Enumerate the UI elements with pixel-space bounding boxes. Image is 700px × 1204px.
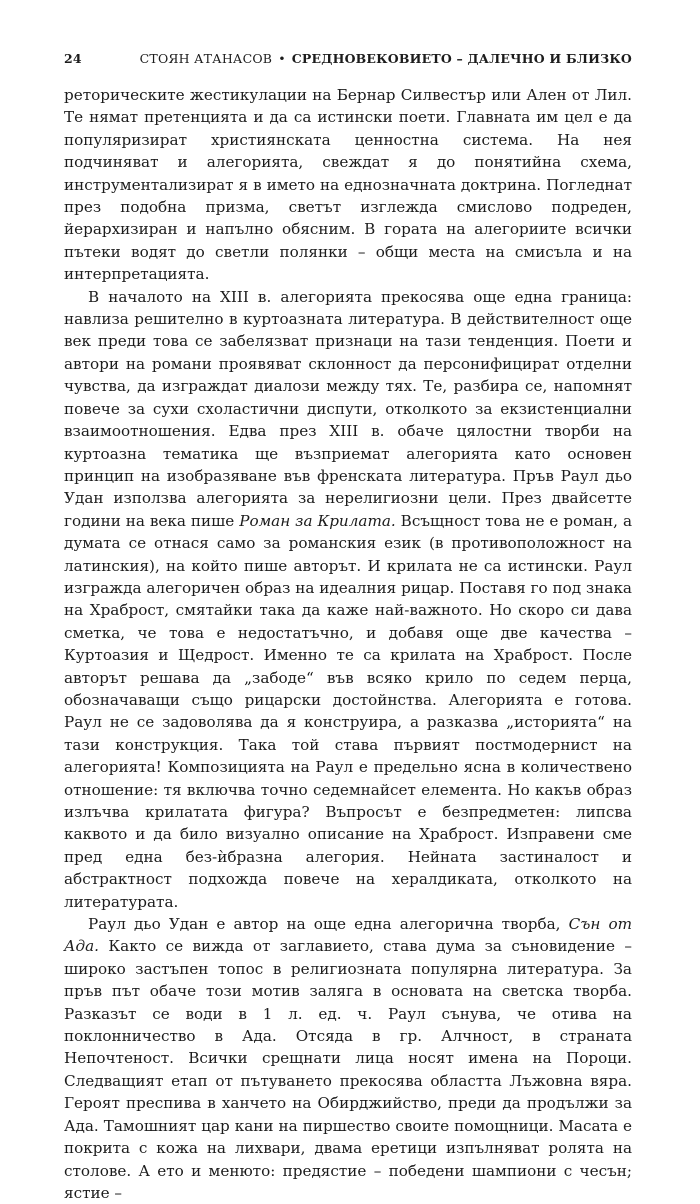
paragraph (64, 913, 632, 1204)
text-run: Както се вижда от заглавието, става дума за съновидение – широко застъпен топос в религиозната популярна литература. За пръв път обаче този мотив заляга в основата на светска творба. Разказът се води в 1 л. ед. ч. Раул сънува, че отива на поклонничество в Ада. Отсяда в гр. Алчност, в страната Непочтеност. Всички срещнати лица носят имена на Пороци. Следващият етап от пътуването прекосява областта Лъжовна вяра. Героят преспива в ханчето на Обирджийство, преди да продължи за Ада. Тамошният цар кани на пиршество своите помощници. Масата е покрита с кожа на лихвари, двама еретици изпълняват ролята на столове. А ето и менюто: предястие – победени шампиони с чесън; ястие – (64, 937, 632, 1202)
paragraph (64, 84, 632, 286)
bullet-separator: • (278, 51, 286, 66)
text-run: Всъщност това не е роман, а думата се отнася само за романския език (в противоположност на латинския), на който пише авторът. И крилата не са истински. Раул изгражда алегоричен образ на идеалния рицар. Поставя го под знака на Храброст, смятайки така да каже най-важното. Но скоро си дава сметка, че това е недостатъчно, и добавя още две качества – Куртоазия и Щедрост. Именно те са крилата на Храброст. После авторът решава да „забоде“ във всяко крило по седем перца, обозначаващи също рицарски достойнства. Алегорията е готова. Раул не се задоволява да я конструира, а разказва „историята“ на тази конструкция. Така той става първият постмодернист на алегорията! Композицията на Раул е предельно ясна в количествено отношение: тя включва точно седемнайсет елемента. Но какъв образ излъчва крилатата фигура? Въпросът е безпредметен: липсва каквото и да било визуално описание на Храброст. Изправени сме пред една без-ѝбразна алегория. Нейната застиналост и абстрактност подхожда повече на хералдиката, отколкото на литературата. (64, 511, 633, 911)
italic-title: Сън от Ада. (64, 915, 632, 956)
paragraph (64, 286, 632, 913)
text-run: Раул дьо Удан е автор на още една алегорична творба, (88, 915, 569, 934)
italic-title: Роман за Крилата. (239, 511, 396, 530)
text-run: реторическите жестикулации на Бернар Силвестър или Ален от Лил. Те нямат претенцията и да са истински поети. Главната им цел е да популяризират християнската ценностна система. На нея подчиняват и алегорията, свеждат я до понятийна схема, инструментализират я в името на еднозначната доктрина. Погледнат през подобна призма, светът изглежда смислово подреден, йерархизиран и напълно обясним. В гората на алегориите всички пътеки водят до светли полянки – общи места на смисъла и на интерпретацията. (64, 86, 632, 284)
running-head (64, 51, 632, 71)
text-run: В началото на XIII в. алегорията прекосява още една граница: навлиза решително в куртоазната литература. В действителност още век преди това се забелязват признаци на тази тенденция. Поети и автори на романи проявяват склонност да персонифицират отделни чувства, да изграждат диалози между тях. Те, разбира се, напомнят повече за сухи схоластични диспути, отколкото за екзистенциални взаимоотношения. Едва през XIII в. обаче цялостни творби на куртоазна тематика ще възприемат алегорията като основен принцип на изобразяване във френската литература. Пръв Раул дьо Удан използва алегорията за нерелигиозни цели. През двайсетте години на века пише (64, 287, 632, 530)
running-head-title (140, 51, 632, 66)
book-title: СРЕДНОВЕКОВИЕТО – ДАЛЕЧНО И БЛИЗКО (291, 51, 632, 66)
author-name: СТОЯН АТАНАСОВ (139, 51, 273, 66)
page-number: 24 (64, 51, 82, 66)
body-text (64, 84, 632, 1204)
